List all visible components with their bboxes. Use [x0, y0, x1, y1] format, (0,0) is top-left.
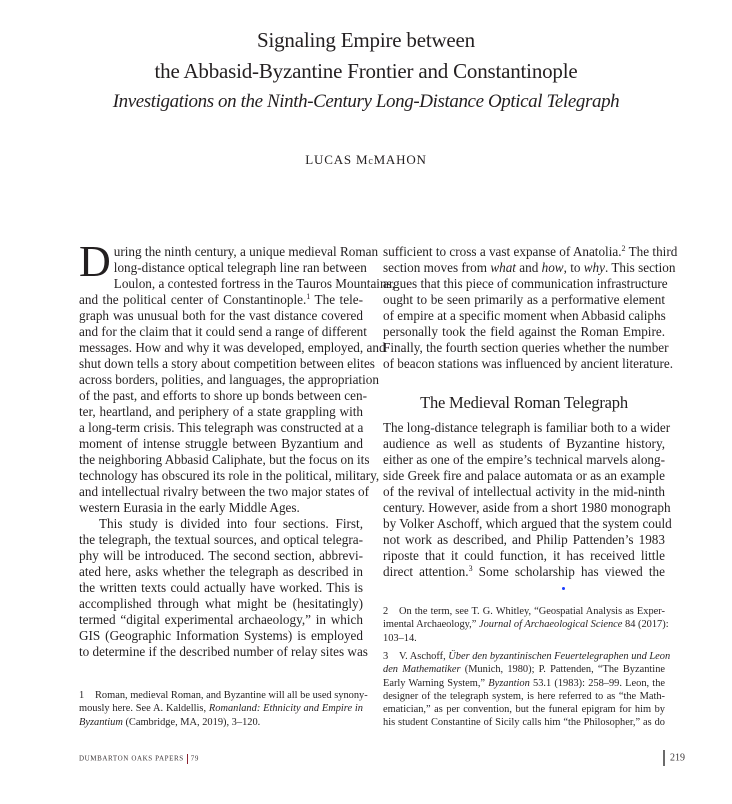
body-line: either as one of the empire’s technical marvels along-	[383, 452, 665, 467]
footnote-1	[79, 689, 368, 729]
body-line: shut down tells a story about competition between elites	[79, 356, 375, 371]
footnote-ref-1[interactable]: 1	[306, 292, 311, 301]
body-line: riposte that it could function, it has received little	[383, 548, 665, 563]
body-line: of the past, and efforts to shore up bonds between cen-	[79, 388, 367, 403]
author-last: MAHON	[373, 152, 427, 167]
footnote-line: ematician,” as per convention, but the funeral epigram for him by	[383, 704, 665, 716]
body-line: Loulon, a contested fortress in the Tauros Mountains,	[113, 276, 395, 291]
body-line: termed “digital experimental archaeology,” in which	[79, 612, 363, 627]
author-small-cap: c	[368, 156, 374, 167]
author-first: LUCAS M	[305, 152, 369, 167]
footnote-line: 1 Roman, medieval Roman, and Byzantine will all be used synony-	[79, 690, 368, 701]
body-line: personally took the field against the Roman Empire.	[383, 324, 665, 339]
body-line: section moves from what and how, to why. This section	[383, 260, 676, 275]
body-line: graph was unusual both for the vast distance covered	[79, 308, 363, 323]
body-line: and the political center of Constantinople.$^1$ The tele-	[79, 292, 363, 307]
body-line: of the revival of intellectual activity in the mid-ninth	[383, 484, 665, 499]
body-line: to determine if the described number of relay sites was	[79, 644, 368, 659]
body-line: of beacon stations was influenced by ancient literature.	[383, 356, 674, 371]
footnote-number: 2	[383, 606, 389, 617]
body-line: the neighboring Abbasid Caliphate, but the focus on its	[79, 452, 370, 467]
body-line: ter, heartland, and periphery of a state grappling with	[79, 404, 363, 419]
footnote-line: 3 V. Aschoff, Über den byzantinischen Feuertelegraphen und Leon	[383, 651, 671, 662]
page-number: 219	[670, 752, 685, 764]
page-number-block	[663, 750, 685, 766]
body-line: ated here, asks whether the telegraph as described in	[79, 564, 363, 579]
footnote-line: den Mathematiker (Munich, 1980); P. Pattenden, “The Byzantine	[383, 664, 665, 676]
body-line: phy will be introduced. The second section, abbrevi-	[79, 548, 363, 563]
drop-cap: D	[79, 237, 111, 286]
article-subtitle: Investigations on the Ninth-Century Long-Distance Optical Telegraph	[112, 91, 620, 112]
footer-divider	[187, 754, 188, 764]
page-number-divider	[663, 750, 665, 766]
body-line: the telegraph, the textual sources, and optical telegra-	[79, 532, 363, 547]
body-line: moment of intense struggle between Byzantium and	[79, 436, 363, 451]
footnote-number: 3	[383, 651, 389, 662]
footnote-line: 103–14.	[383, 632, 417, 644]
footnote-line: imental Archaeology,” Journal of Archaeological Science 84 (2017):	[383, 619, 669, 631]
footnote-line: mously here. See A. Kaldellis, Romanland: Ethnicity and Empire in	[79, 703, 363, 715]
body-line: and for the claim that it could send a range of different	[79, 324, 367, 339]
body-line: argues that this piece of communication infrastructure	[383, 276, 668, 291]
body-line: uring the ninth century, a unique medieval Roman	[113, 244, 379, 259]
body-line: ought to be seen primarily as a performative element	[383, 292, 665, 307]
body-line: long-distance optical telegraph line ran between	[113, 260, 367, 275]
body-line: direct attention.$^3$ Some scholarship has viewed the	[383, 564, 665, 579]
footnote-line: his student Constantine of Sicily calls him “the Philosopher,” as do	[383, 717, 665, 729]
footnote-line: Byzantium (Cambridge, MA, 2019), 3–120.	[79, 716, 261, 728]
article-title-line-2: the Abbasid-Byzantine Frontier and Constantinople	[154, 59, 578, 83]
running-footer	[79, 754, 199, 764]
cursor-dot-icon	[562, 587, 565, 590]
body-line: sufficient to cross a vast expanse of Anatolia.$^2$ The third	[383, 244, 678, 259]
body-line: Finally, the fourth section queries whether the number	[383, 340, 669, 355]
body-line: GIS (Geographic Information Systems) is employed	[79, 628, 363, 643]
body-line: of empire at a specific moment when Abbasid caliphs	[383, 308, 666, 323]
body-line: by Volker Aschoff, which argued that the system could	[383, 516, 672, 531]
right-text-column	[383, 244, 678, 372]
body-line: technology has obscured its role in the political, military,	[79, 468, 380, 483]
section-heading: The Medieval Roman Telegraph	[420, 393, 628, 412]
body-line: This study is divided into four sections. First,	[99, 516, 363, 531]
body-line: side Greek fire and palace automata or as an example	[383, 468, 665, 483]
footnote-line: designer of the telegraph system, is here referred to as “the Math-	[383, 690, 665, 702]
body-line: The long-distance telegraph is familiar both to a wider	[383, 420, 671, 435]
body-line: not work as described, and Philip Pattenden’s 1983	[383, 532, 665, 547]
body-line: messages. How and why it was developed, employed, and	[79, 340, 386, 355]
body-line: western Eurasia in the early Middle Ages.	[79, 500, 300, 515]
footnote-2	[383, 605, 669, 645]
footnote-ref-2[interactable]: 2	[621, 244, 626, 253]
footnote-number: 1	[79, 690, 85, 701]
body-line: accomplished through what might be (hesitatingly)	[79, 596, 363, 611]
footnote-line: 2 On the term, see T. G. Whitley, “Geospatial Analysis as Exper-	[383, 606, 665, 617]
author-name	[0, 152, 732, 168]
footnote-3	[383, 650, 671, 730]
section-text	[383, 420, 672, 580]
body-line: the written texts could actually have worked. This is	[79, 580, 363, 595]
body-line: audience as well as students of Byzantine history,	[383, 436, 665, 451]
left-text-column	[79, 237, 395, 660]
body-line: and intellectual rivalry between the two major states of	[79, 484, 370, 499]
footnote-line: Early Warning System,” Byzantion 53.1 (1983): 258–99. Leon, the	[383, 677, 666, 689]
footnote-ref-3[interactable]: 3	[468, 564, 473, 573]
article-title-line-1: Signaling Empire between	[257, 28, 475, 52]
body-line: across borders, polities, and languages, the appropriation	[79, 372, 379, 387]
body-line: a long-term crisis. This telegraph was constructed at a	[79, 420, 364, 435]
body-line: century. However, aside from a short 1980 monograph	[383, 500, 671, 515]
volume-number: 79	[190, 754, 199, 763]
journal-name: DUMBARTON OAKS PAPERS	[79, 754, 184, 763]
